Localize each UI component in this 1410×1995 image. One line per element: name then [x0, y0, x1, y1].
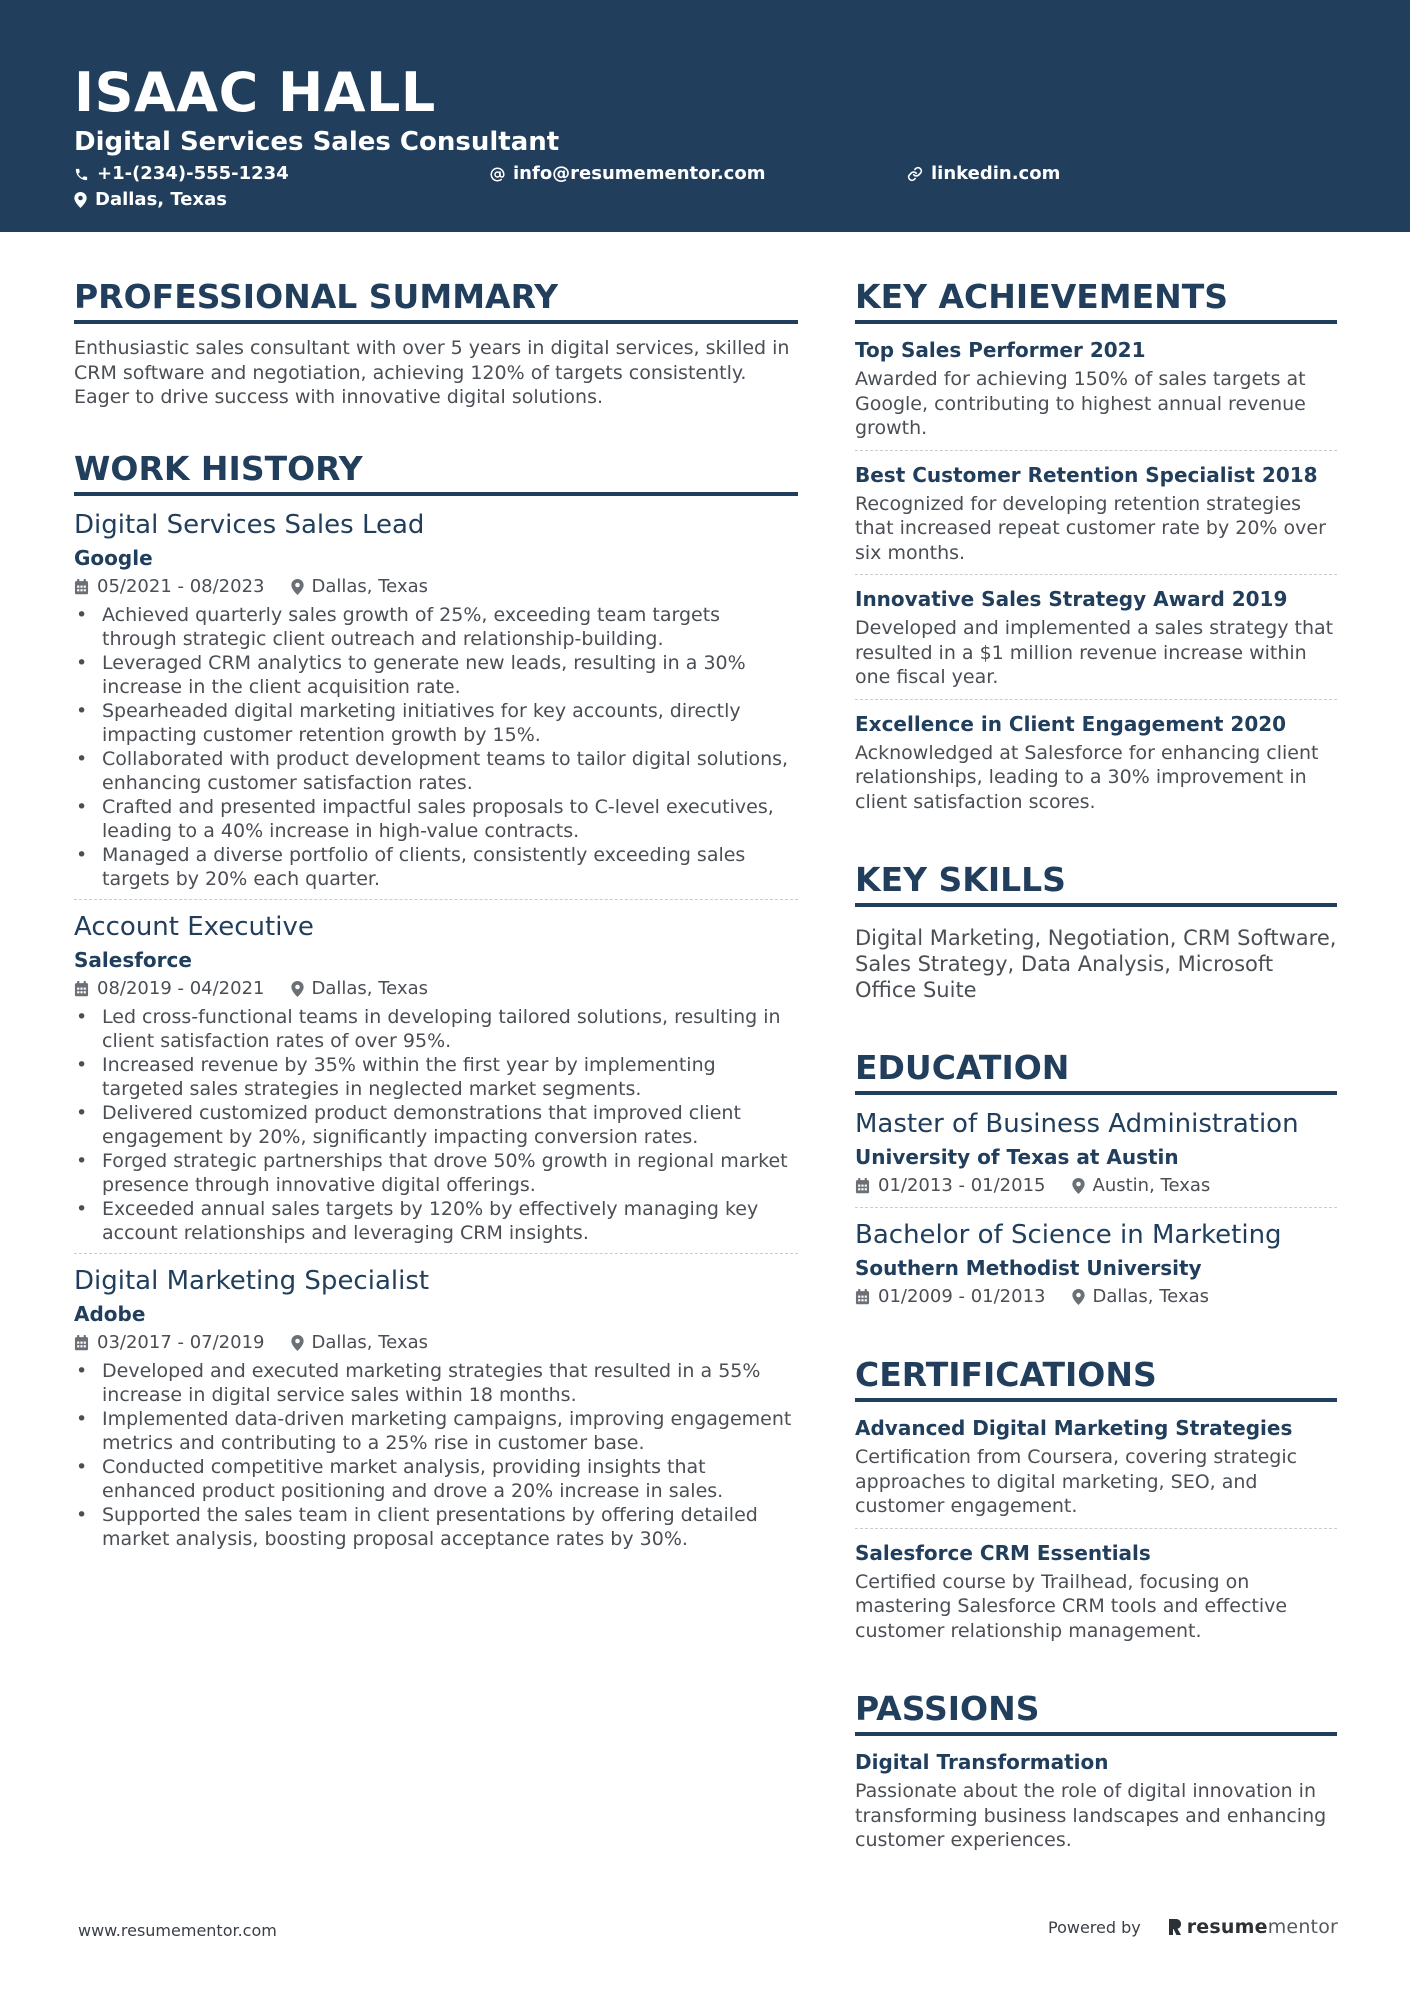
certification-desc: Certified course by Trailhead, focusing on mastering Salesforce CRM tools and effective customer relationship management. [855, 1570, 1288, 1642]
passions-section [855, 1688, 1337, 1862]
achievements-section [855, 276, 1337, 823]
job-bullet: • Increased revenue by 35% within the first year by implementing targeted sales strategies in neglected market segments. [74, 1053, 798, 1101]
location-pin-icon [291, 1335, 304, 1351]
summary-text: Enthusiastic sales consultant with over 5 years in digital services, skilled in CRM software and negotiation, achieving 120% of targets consistently. Eager to drive success with innovative digital solutions. [74, 337, 790, 408]
education-meta [855, 1284, 1337, 1310]
job-location [291, 976, 429, 1002]
work-history-heading: WORK HISTORY [74, 448, 798, 496]
resumementor-logo-icon [1167, 1918, 1183, 1936]
job-dates [74, 976, 265, 1002]
job-dates [74, 1330, 265, 1356]
linkedin-text: linkedin.com [931, 163, 1061, 184]
skills-section [855, 859, 1337, 1003]
certification-item [855, 1414, 1337, 1528]
location-pin-icon [1072, 1178, 1085, 1194]
job-entry [74, 899, 798, 1253]
passion-desc: Passionate about the role of digital innovation in transforming business landscapes and enhancing customer experiences. [855, 1780, 1327, 1851]
education-degree: Master of Business Administration [855, 1109, 1299, 1139]
skills-heading: KEY SKILLS [855, 859, 1337, 907]
achievement-item [855, 699, 1337, 824]
job-dates-text: 08/2019 - 04/2021 [97, 977, 265, 999]
link-icon [907, 166, 923, 182]
job-entry [74, 508, 798, 899]
achievement-desc: Developed and implemented a sales strategy that resulted in a $1 million revenue increase within one fiscal year. [855, 617, 1334, 688]
certification-item [855, 1528, 1337, 1653]
achievement-item [855, 574, 1337, 699]
phone-icon [74, 167, 89, 182]
education-meta [855, 1173, 1337, 1199]
job-bullet: • Supported the sales team in client presentations by offering detailed market analysis, boosting proposal acceptance rates by 30%. [74, 1503, 798, 1551]
education-degree: Bachelor of Science in Marketing [855, 1220, 1282, 1250]
contact-location [74, 189, 227, 211]
job-meta [74, 574, 798, 600]
footer-powered-by [1048, 1916, 1338, 1938]
achievement-title: Excellence in Client Engagement 2020 [855, 711, 1287, 736]
calendar-icon [855, 1289, 870, 1305]
job-dates-text: 05/2021 - 08/2023 [97, 575, 265, 597]
achievement-title: Top Sales Performer 2021 [855, 338, 1146, 362]
education-school: Southern Methodist University [855, 1256, 1202, 1280]
job-location [291, 1330, 429, 1356]
achievement-title: Best Customer Retention Specialist 2018 [855, 462, 1318, 487]
work-history-section [74, 448, 798, 1559]
location-pin-icon [1072, 1289, 1085, 1305]
skills-list: Digital Marketing, Negotiation, CRM Software, Sales Strategy, Data Analysis, Microsoft Office Suite [855, 926, 1337, 1002]
job-bullet: • Led cross-functional teams in developing tailored solutions, resulting in client satisfaction rates of over 95%. [74, 1005, 798, 1053]
job-bullets [74, 1359, 798, 1551]
candidate-title: Digital Services Sales Consultant [74, 127, 560, 157]
passions-heading: PASSIONS [855, 1688, 1337, 1736]
job-bullet: • Developed and executed marketing strategies that resulted in a 55% increase in digital service sales within 18 months. [74, 1359, 798, 1407]
job-bullet: • Delivered customized product demonstrations that improved client engagement by 20%, significantly impacting conversion rates. [74, 1101, 798, 1149]
job-bullet: • Spearheaded digital marketing initiatives for key accounts, directly impacting customer retention growth by 15%. [74, 699, 798, 747]
footer-website[interactable]: www.resumementor.com [78, 1921, 277, 1940]
education-heading: EDUCATION [855, 1047, 1337, 1095]
brand-logo[interactable] [1167, 1916, 1338, 1938]
education-dates-text: 01/2009 - 01/2013 [878, 1286, 1046, 1307]
job-bullet: • Exceeded annual sales targets by 120% by effectively managing key account relationships and leveraging CRM insights. [74, 1197, 798, 1245]
education-location-text: Dallas, Texas [1092, 1286, 1209, 1307]
job-company: Adobe [74, 1301, 146, 1326]
job-meta [74, 1330, 798, 1356]
contact-email[interactable] [490, 163, 765, 185]
education-location-text: Austin, Texas [1092, 1175, 1211, 1196]
job-bullet: • Crafted and presented impactful sales proposals to C-level executives, leading to a 40% increase in high-value contracts. [74, 795, 798, 843]
job-location-text: Dallas, Texas [311, 575, 428, 597]
candidate-name: ISAAC HALL [74, 61, 436, 124]
education-section [855, 1047, 1337, 1318]
brand-light: mentor [1267, 1916, 1339, 1938]
education-dates [855, 1284, 1046, 1310]
job-company: Salesforce [74, 947, 192, 972]
education-school: University of Texas at Austin [855, 1145, 1179, 1169]
calendar-icon [74, 1335, 89, 1351]
summary-section [74, 276, 798, 410]
job-company: Google [74, 545, 153, 570]
certification-desc: Certification from Coursera, covering strategic approaches to digital marketing, SEO, and customer engagement. [855, 1446, 1298, 1517]
calendar-icon [74, 579, 89, 595]
location-pin-icon [74, 192, 87, 208]
email-text: info@resumementor.com [513, 163, 766, 184]
calendar-icon [74, 981, 89, 997]
job-title: Digital Services Sales Lead [74, 509, 425, 540]
job-bullet: • Leveraged CRM analytics to generate new leads, resulting in a 30% increase in the client acquisition rate. [74, 651, 798, 699]
at-icon [490, 167, 505, 182]
education-item [855, 1207, 1337, 1318]
achievement-item [855, 450, 1337, 575]
job-meta [74, 976, 798, 1002]
location-text: Dallas, Texas [95, 189, 227, 210]
education-location [1072, 1173, 1211, 1199]
achievement-desc: Acknowledged at Salesforce for enhancing client relationships, leading to a 30% improvement in client satisfaction scores. [855, 741, 1319, 813]
job-location [291, 574, 429, 600]
phone-text: +1-(234)-555-1234 [97, 163, 289, 184]
calendar-icon [855, 1178, 870, 1194]
education-item [855, 1107, 1337, 1207]
job-location-text: Dallas, Texas [311, 977, 428, 999]
location-pin-icon [291, 981, 304, 997]
job-bullet: • Achieved quarterly sales growth of 25%, exceeding team targets through strategic client outreach and relationship-building. [74, 603, 798, 651]
achievement-item [855, 336, 1337, 450]
location-pin-icon [291, 579, 304, 595]
certifications-section [855, 1354, 1337, 1652]
contact-linkedin[interactable] [907, 163, 1060, 185]
job-dates-text: 03/2017 - 07/2019 [97, 1331, 265, 1353]
passion-title: Digital Transformation [855, 1750, 1109, 1774]
certification-title: Salesforce CRM Essentials [855, 1540, 1151, 1565]
job-bullet: • Forged strategic partnerships that drove 50% growth in regional market presence through innovative digital offerings. [74, 1149, 798, 1197]
education-location [1072, 1284, 1210, 1310]
achievement-desc: Awarded for achieving 150% of sales targets at Google, contributing to highest annual revenue growth. [855, 368, 1306, 439]
job-bullet: • Collaborated with product development teams to tailor digital solutions, enhancing customer satisfaction rates. [74, 747, 798, 795]
job-bullets [74, 1005, 798, 1245]
job-location-text: Dallas, Texas [311, 1331, 428, 1353]
right-column [855, 276, 1337, 1902]
education-dates-text: 01/2013 - 01/2015 [878, 1175, 1046, 1196]
job-entry [74, 1253, 798, 1559]
contact-phone[interactable] [74, 163, 289, 185]
achievement-title: Innovative Sales Strategy Award 2019 [855, 587, 1288, 611]
job-title: Digital Marketing Specialist [74, 1265, 430, 1296]
left-column [74, 276, 798, 1599]
job-bullet: • Managed a diverse portfolio of clients, consistently exceeding sales targets by 20% each quarter. [74, 843, 798, 891]
job-title: Account Executive [74, 911, 314, 942]
certifications-heading: CERTIFICATIONS [855, 1354, 1337, 1402]
achievement-desc: Recognized for developing retention strategies that increased repeat customer rate by 20% over six months. [855, 492, 1326, 564]
resume-header [0, 0, 1410, 232]
passion-item [855, 1748, 1337, 1862]
job-bullets [74, 603, 798, 891]
job-bullet: • Implemented data-driven marketing campaigns, improving engagement metrics and contributing to a 25% rise in customer base. [74, 1407, 798, 1455]
summary-heading: PROFESSIONAL SUMMARY [74, 276, 798, 324]
job-bullet: • Conducted competitive market analysis, providing insights that enhanced product positioning and drove a 20% increase in sales. [74, 1455, 798, 1503]
achievements-heading: KEY ACHIEVEMENTS [855, 276, 1337, 324]
job-dates [74, 574, 265, 600]
education-dates [855, 1173, 1046, 1199]
certification-title: Advanced Digital Marketing Strategies [855, 1416, 1293, 1440]
powered-by-text: Powered by [1048, 1917, 1141, 1937]
brand-bold: resume [1186, 1916, 1268, 1938]
